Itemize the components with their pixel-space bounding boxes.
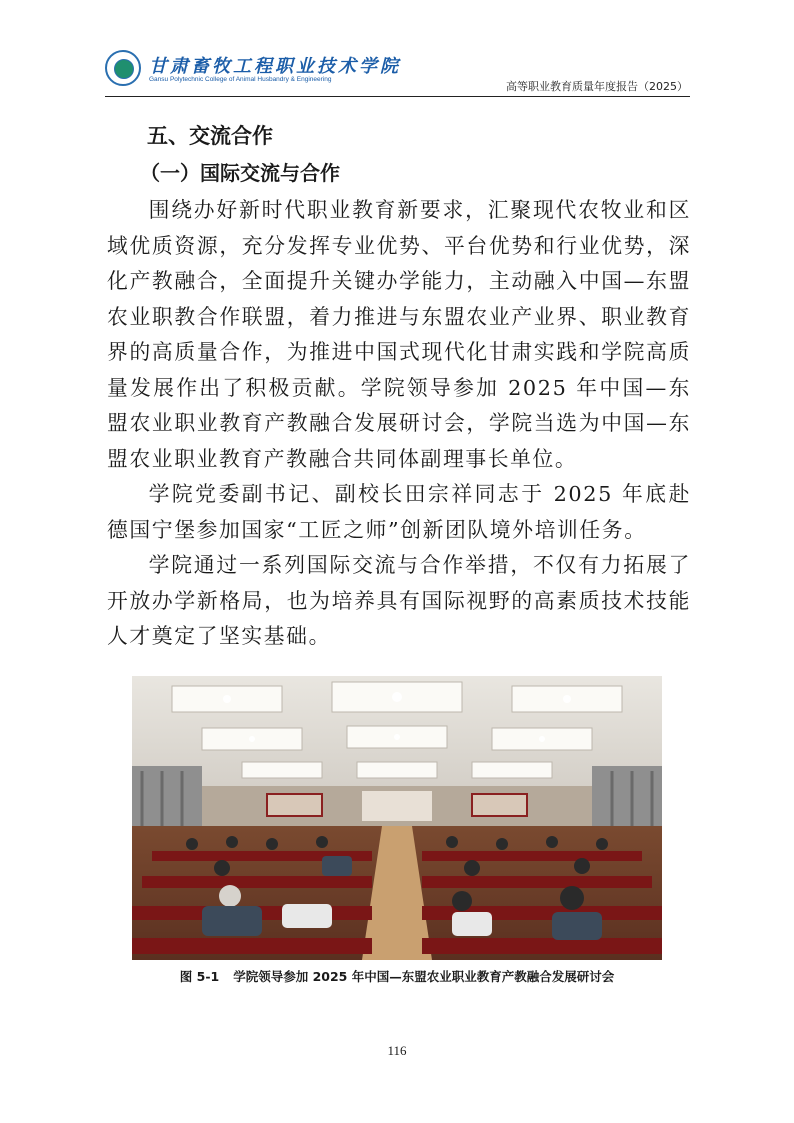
paragraph: 围绕办好新时代职业教育新要求，汇聚现代农牧业和区域优质资源，充分发挥专业优势、平台优势和行业优势，深化产教融合，全面提升关键办学能力，主动融入中国—东盟农业职教合作联盟，着力推进与东盟农业产业界、职业教育界的高质量合作，为推进中国式现代化甘肃实践和学院高质量发展作出了积极贡献。学院领导参加 2025 年中国—东盟农业职业教育产教融合发展研讨会，学院当选为中国—东盟农业职业教育产教融合共同体副理事长单位。 — [107, 198, 691, 471]
paragraph: 学院通过一系列国际交流与合作举措，不仅有力拓展了开放办学新格局，也为培养具有国际视野的高素质技术技能人才奠定了坚实基础。 — [107, 553, 691, 648]
report-title: 高等职业教育质量年度报告（2025） — [506, 80, 688, 93]
school-logo-icon — [105, 50, 141, 86]
page-number: 116 — [387, 1043, 407, 1058]
figure-caption-text: 学院领导参加 2025 年中国—东盟农业职业教育产教融合发展研讨会 — [233, 969, 615, 984]
paragraph: 学院党委副书记、副校长田宗祥同志于 2025 年底赴德国宁堡参加国家“工匠之师”创新团队境外培训任务。 — [107, 482, 691, 542]
section-title: 五、交流合作 — [147, 124, 273, 148]
school-name-en: Gansu Polytechnic College of Animal Husbandry & Engineering — [149, 76, 332, 83]
page-header — [105, 48, 690, 97]
conference-photo — [132, 676, 662, 960]
figure-caption — [0, 967, 794, 985]
subsection-title: （一）国际交流与合作 — [140, 161, 340, 185]
body-text — [107, 193, 691, 655]
conference-hall-image — [132, 676, 662, 960]
figure-number: 图 5-1 — [179, 969, 220, 984]
school-name-cn: 甘肃畜牧工程职业技术学院 — [149, 56, 401, 77]
